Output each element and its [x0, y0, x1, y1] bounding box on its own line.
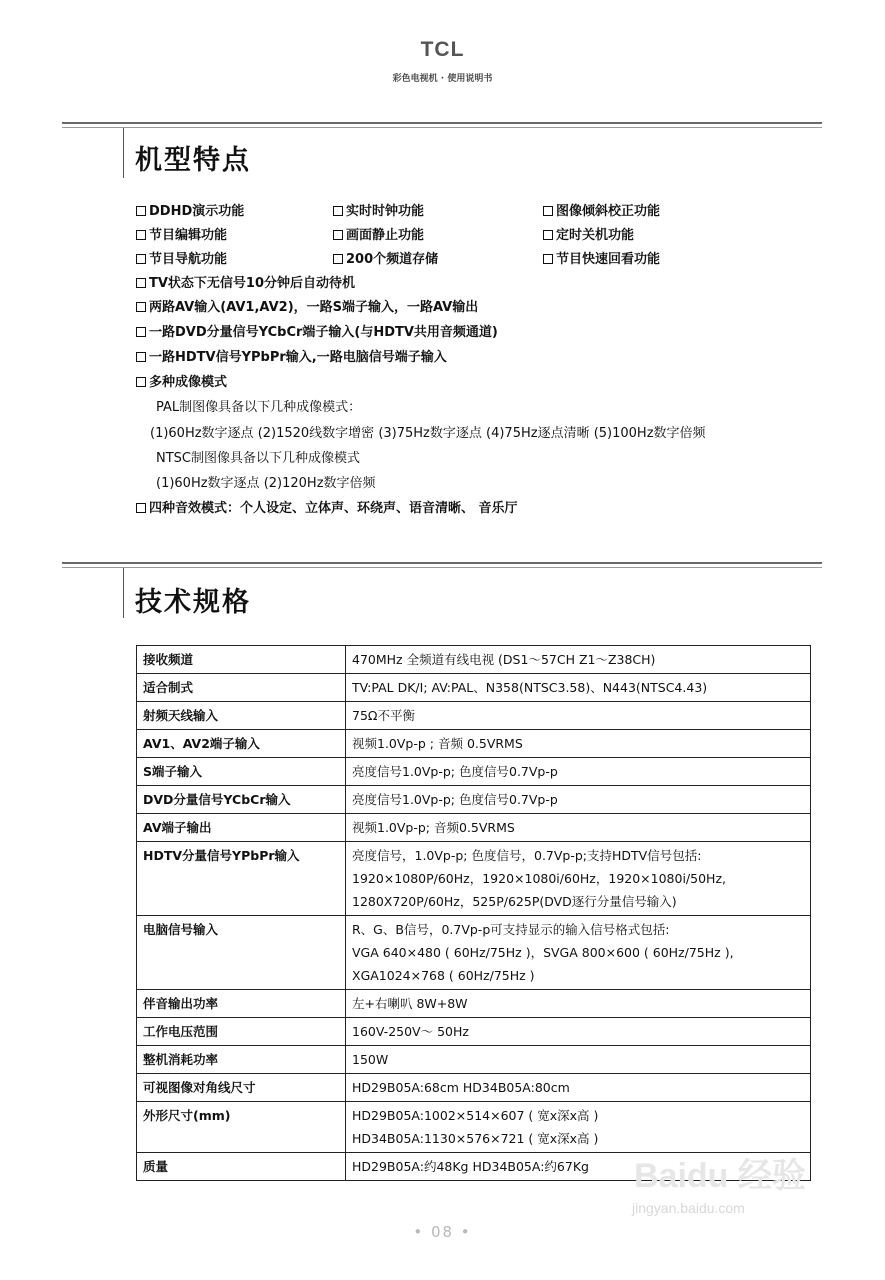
spec-value-line: 1280X720P/60Hz，525P/625P(DVD逐行分量信号输入): [352, 894, 677, 909]
spec-value: [346, 730, 811, 758]
spec-label: AV1、AV2端子输入: [137, 730, 346, 758]
spec-row: [137, 1074, 811, 1102]
watermark-url: jingyan.baidu.com: [632, 1200, 745, 1216]
spec-value-line: 左+右喇叭 8W+8W: [352, 996, 468, 1011]
feature-item: 两路AV输入(AV1,AV2)，一路S端子输入，一路AV输出: [136, 296, 478, 315]
spec-label: 伴音输出功率: [137, 990, 346, 1018]
brand-logo: TCL: [420, 38, 465, 61]
spec-row: [137, 814, 811, 842]
feature-item: 200个频道存储: [333, 248, 438, 267]
spec-row: [137, 758, 811, 786]
feature-item: 一路HDTV信号YPbPr输入,一路电脑信号端子输入: [136, 346, 447, 365]
spec-value-line: 1920×1080P/60Hz，1920×1080i/60Hz，1920×1080i/50Hz,: [352, 871, 726, 886]
spec-label: 射频天线输入: [137, 702, 346, 730]
spec-value: [346, 646, 811, 674]
section-bar: [123, 568, 124, 618]
spec-row: [137, 1046, 811, 1074]
page-number: • 08 •: [413, 1223, 472, 1241]
spec-value-line: 160V-250V～ 50Hz: [352, 1024, 469, 1039]
spec-row: [137, 916, 811, 990]
spec-value-line: TV:PAL DK/I; AV:PAL、N358(NTSC3.58)、N443(NTSC4.43): [352, 680, 708, 695]
spec-row: [137, 646, 811, 674]
spec-value: [346, 786, 811, 814]
features-title: 机型特点: [135, 145, 251, 176]
spec-table: [136, 645, 811, 1181]
spec-value: [346, 990, 811, 1018]
mode-line: NTSC制图像具备以下几种成像模式: [156, 451, 360, 466]
header-subtitle: 彩色电视机 · 使用说明书: [392, 74, 493, 84]
spec-label: HDTV分量信号YPbPr输入: [137, 842, 346, 916]
checkbox-icon: [543, 254, 553, 264]
checkbox-icon: [333, 230, 343, 240]
spec-value-line: VGA 640×480 ( 60Hz/75Hz )，SVGA 800×600 ( 60Hz/75Hz ),: [352, 945, 734, 960]
checkbox-icon: [543, 230, 553, 240]
spec-value-line: 150W: [352, 1052, 389, 1067]
spec-value: [346, 702, 811, 730]
spec-value: [346, 1018, 811, 1046]
section-rule: [62, 127, 822, 128]
spec-label: 电脑信号输入: [137, 916, 346, 990]
checkbox-icon: [136, 503, 146, 513]
spec-value: [346, 758, 811, 786]
checkbox-icon: [543, 206, 553, 216]
checkbox-icon: [136, 206, 146, 216]
section-bar: [123, 128, 124, 178]
checkbox-icon: [333, 206, 343, 216]
spec-value-line: 75Ω不平衡: [352, 708, 415, 723]
feature-item: 节目快速回看功能: [543, 248, 660, 267]
watermark: Baidu 经验: [634, 1157, 806, 1195]
spec-row: [137, 1102, 811, 1153]
feature-item: 节目导航功能: [136, 248, 227, 267]
specs-title: 技术规格: [135, 587, 251, 618]
spec-label: 适合制式: [137, 674, 346, 702]
spec-row: [137, 990, 811, 1018]
spec-value-line: 亮度信号，1.0Vp-p; 色度信号，0.7Vp-p;支持HDTV信号包括:: [352, 848, 702, 863]
spec-row: [137, 786, 811, 814]
spec-value-line: HD29B05A:1002×514×607 ( 宽x深x高 ): [352, 1108, 599, 1123]
spec-label: 接收频道: [137, 646, 346, 674]
spec-value-line: HD29B05A:约48Kg HD34B05A:约67Kg: [352, 1159, 589, 1174]
feature-item: 画面静止功能: [333, 224, 424, 243]
spec-label: 工作电压范围: [137, 1018, 346, 1046]
spec-value-line: 视频1.0Vp-p; 音频0.5VRMS: [352, 820, 515, 835]
spec-row: [137, 730, 811, 758]
spec-value-line: 视频1.0Vp-p ; 音频 0.5VRMS: [352, 736, 523, 751]
checkbox-icon: [333, 254, 343, 264]
spec-label: S端子输入: [137, 758, 346, 786]
spec-value: [346, 814, 811, 842]
spec-value: [346, 842, 811, 916]
spec-value: [346, 1046, 811, 1074]
feature-item: 一路DVD分量信号YCbCr端子输入(与HDTV共用音频通道): [136, 321, 498, 340]
checkbox-icon: [136, 352, 146, 362]
checkbox-icon: [136, 278, 146, 288]
mode-line: PAL制图像具备以下几种成像模式：: [156, 400, 362, 415]
spec-value-line: R、G、B信号，0.7Vp-p可支持显示的输入信号格式包括:: [352, 922, 670, 937]
spec-label: 质量: [137, 1153, 346, 1181]
mode-line: (1)60Hz数字逐点 (2)1520线数字增密 (3)75Hz数字逐点 (4)75Hz逐点清晰 (5)100Hz数字倍频: [150, 426, 706, 441]
spec-row: [137, 842, 811, 916]
spec-label: 外形尺寸(mm): [137, 1102, 346, 1153]
spec-value-line: HD34B05A:1130×576×721 ( 宽x深x高 ): [352, 1131, 599, 1146]
feature-item: 图像倾斜校正功能: [543, 200, 660, 219]
feature-item: 节目编辑功能: [136, 224, 227, 243]
checkbox-icon: [136, 230, 146, 240]
spec-value-line: HD29B05A:68cm HD34B05A:80cm: [352, 1080, 570, 1095]
spec-value: [346, 1074, 811, 1102]
section-rule: [62, 567, 822, 568]
checkbox-icon: [136, 377, 146, 387]
section-rule: [62, 122, 822, 124]
mode-line: (1)60Hz数字逐点 (2)120Hz数字倍频: [156, 476, 376, 491]
checkbox-icon: [136, 254, 146, 264]
feature-item: 多种成像模式: [136, 371, 227, 390]
spec-value-line: 亮度信号1.0Vp-p; 色度信号0.7Vp-p: [352, 764, 558, 779]
spec-value: [346, 674, 811, 702]
feature-item: 实时时钟功能: [333, 200, 424, 219]
section-rule: [62, 562, 822, 564]
spec-value-line: 470MHz 全频道有线电视 (DS1～57CH Z1～Z38CH): [352, 652, 656, 667]
feature-item: 定时关机功能: [543, 224, 634, 243]
checkbox-icon: [136, 327, 146, 337]
feature-item: DDHD演示功能: [136, 200, 244, 219]
checkbox-icon: [136, 302, 146, 312]
spec-value: [346, 1102, 811, 1153]
spec-row: [137, 1018, 811, 1046]
feature-item: TV状态下无信号10分钟后自动待机: [136, 272, 355, 291]
spec-row: [137, 702, 811, 730]
spec-label: AV端子输出: [137, 814, 346, 842]
spec-label: 整机消耗功率: [137, 1046, 346, 1074]
spec-value-line: 亮度信号1.0Vp-p; 色度信号0.7Vp-p: [352, 792, 558, 807]
spec-row: [137, 674, 811, 702]
spec-label: DVD分量信号YCbCr输入: [137, 786, 346, 814]
spec-value-line: XGA1024×768 ( 60Hz/75Hz ): [352, 968, 535, 983]
spec-value: [346, 916, 811, 990]
feature-item: 四种音效模式：个人设定、立体声、环绕声、语音清晰、 音乐厅: [136, 497, 518, 516]
spec-label: 可视图像对角线尺寸: [137, 1074, 346, 1102]
